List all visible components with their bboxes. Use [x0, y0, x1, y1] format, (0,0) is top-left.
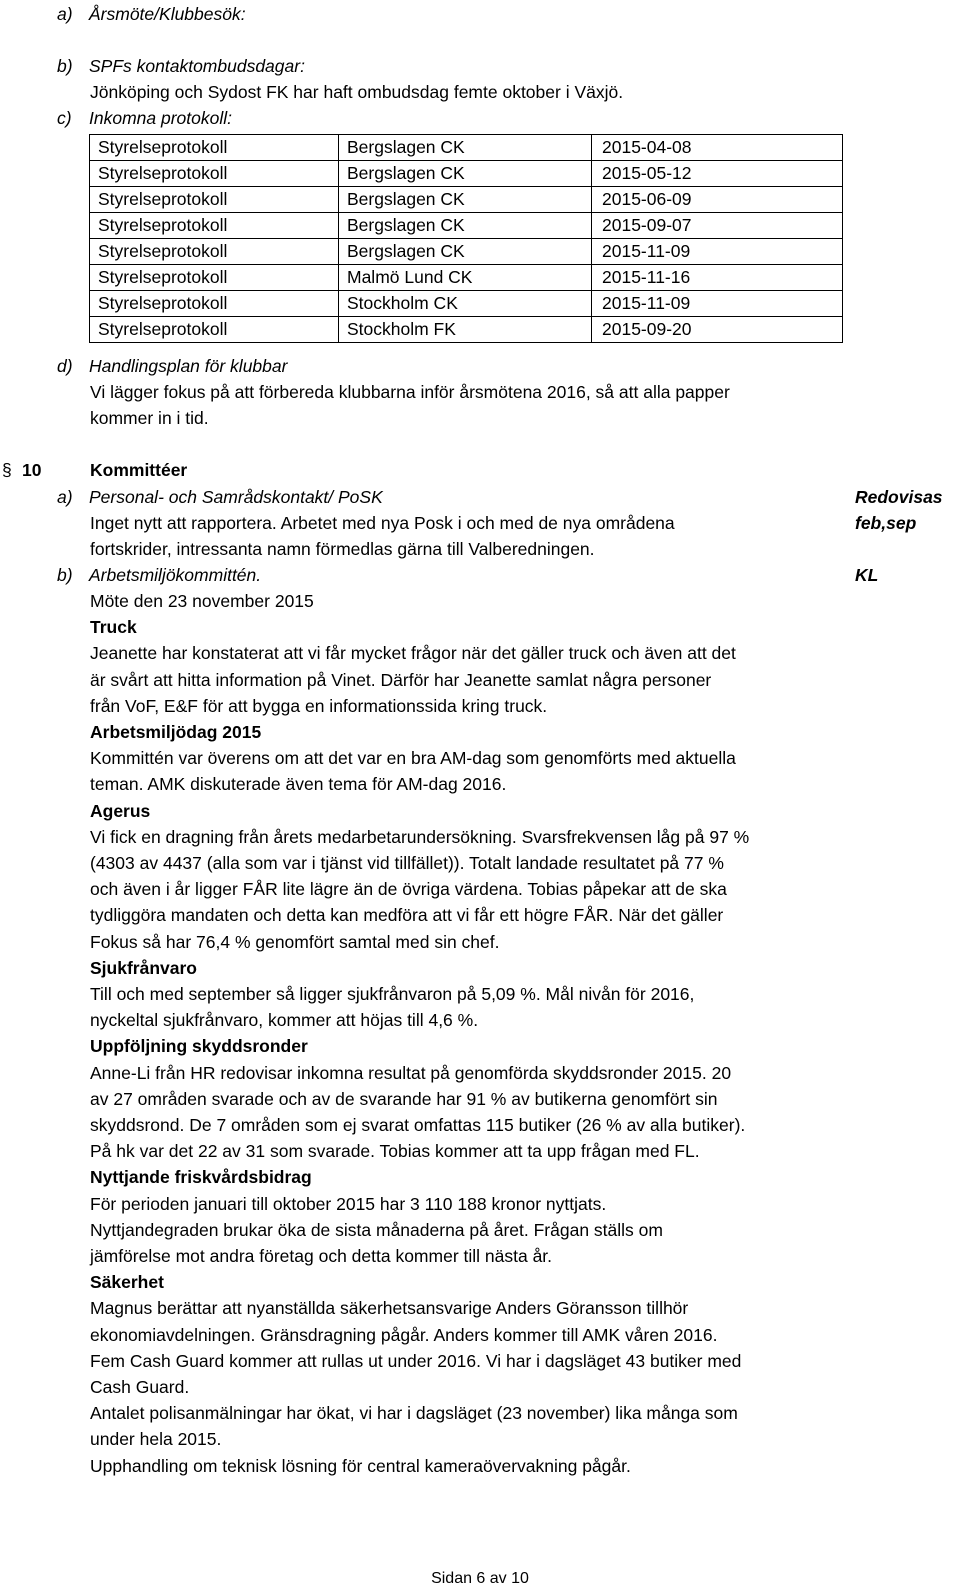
protocol-row: [90, 291, 843, 317]
page-footer: Sidan 6 av 10: [431, 1570, 529, 1587]
item-10b: [57, 565, 262, 586]
item-a-text: Årsmöte/Klubbesök:: [89, 4, 246, 24]
subheading: Sjukfrånvaro: [90, 958, 197, 978]
protocol-row: [90, 161, 843, 187]
protocol-date: 2015-11-09: [592, 239, 843, 265]
protocol-row: [90, 239, 843, 265]
body-line: nyckeltal sjukfrånvaro, kommer att höjas till 4,6 %.: [90, 1010, 479, 1030]
item-10b-label: b): [57, 565, 73, 585]
body-line: teman. AMK diskuterade även tema för AM-dag 2016.: [90, 774, 507, 794]
protocol-type: Styrelseprotokoll: [90, 187, 339, 213]
protocol-row: [90, 265, 843, 291]
body-line: Nyttjandegraden brukar öka de sista månaderna på året. Frågan ställs om: [90, 1220, 663, 1240]
section-number: 10: [22, 460, 42, 480]
body-line: jämförelse mot andra företag och detta kommer till nästa år.: [90, 1246, 553, 1266]
subheading: Agerus: [90, 801, 151, 821]
subheading: Truck: [90, 617, 137, 637]
item-10b-text: Arbetsmiljökommittén.: [89, 565, 262, 585]
protocol-date: 2015-05-12: [592, 161, 843, 187]
protocol-date: 2015-09-07: [592, 213, 843, 239]
body-line: skyddsrond. De 7 områden som ej svarat omfattas 115 butiker (26 % av alla butiker).: [90, 1115, 746, 1135]
side-note-feb-sep: feb,sep: [855, 513, 917, 533]
body-line: (4303 av 4437 (alla som var i tjänst vid tillfället)). Totalt landade resultatet på 77 %: [90, 853, 724, 873]
side-note-redovisas: Redovisas: [855, 487, 943, 507]
protocol-date: 2015-06-09: [592, 187, 843, 213]
protocol-date: 2015-09-20: [592, 317, 843, 343]
subheading: Nyttjande friskvårdsbidrag: [90, 1167, 312, 1187]
item-d-text: Handlingsplan för klubbar: [89, 356, 288, 376]
body-line: från VoF, E&F för att bygga en informationssida kring truck.: [90, 696, 548, 716]
subheading: Säkerhet: [90, 1272, 164, 1292]
protocol-club: Bergslagen CK: [339, 239, 592, 265]
item-b-text: SPFs kontaktombudsdagar:: [89, 56, 305, 76]
protocol-date: 2015-11-09: [592, 291, 843, 317]
item-d-label: d): [57, 356, 73, 376]
item-d-body-2: kommer in i tid.: [90, 408, 209, 428]
protocol-type: Styrelseprotokoll: [90, 265, 339, 291]
item-b-body: Jönköping och Sydost FK har haft ombudsdag femte oktober i Växjö.: [90, 82, 624, 102]
protocol-club: Bergslagen CK: [339, 161, 592, 187]
protocol-club: Bergslagen CK: [339, 213, 592, 239]
protocol-row: [90, 213, 843, 239]
protocol-type: Styrelseprotokoll: [90, 317, 339, 343]
protocol-club: Stockholm FK: [339, 317, 592, 343]
protocol-club: Bergslagen CK: [339, 135, 592, 161]
body-line: Jeanette har konstaterat att vi får mycket frågor när det gäller truck och även att det: [90, 643, 736, 663]
body-line: ekonomiavdelningen. Gränsdragning pågår. Anders kommer till AMK våren 2016.: [90, 1325, 718, 1345]
protocol-club: Stockholm CK: [339, 291, 592, 317]
protocol-date: 2015-11-16: [592, 265, 843, 291]
protocol-row: [90, 317, 843, 343]
protocol-type: Styrelseprotokoll: [90, 291, 339, 317]
subheading: Uppföljning skyddsronder: [90, 1036, 308, 1056]
side-note-kl: KL: [855, 565, 879, 585]
body-line: Upphandling om teknisk lösning för central kameraövervakning pågår.: [90, 1456, 631, 1476]
item-10a-label: a): [57, 487, 73, 507]
item-10a: [57, 487, 383, 508]
body-line: Cash Guard.: [90, 1377, 190, 1397]
protocol-row: [90, 187, 843, 213]
body-line: under hela 2015.: [90, 1429, 222, 1449]
item-10a-text: Personal- och Samrådskontakt/ PoSK: [89, 487, 383, 507]
item-10a-body-1: Inget nytt att rapportera. Arbetet med nya Posk i och med de nya områdena: [90, 513, 675, 533]
body-line: är svårt att hitta information på Vinet. Därför har Jeanette samlat några personer: [90, 670, 712, 690]
item-c: [57, 108, 232, 129]
item-10a-body-2: fortskrider, intressanta namn förmedlas gärna till Valberedningen.: [90, 539, 595, 559]
body-line: Anne-Li från HR redovisar inkomna resultat på genomförda skyddsronder 2015. 20: [90, 1063, 732, 1083]
protocol-club: Bergslagen CK: [339, 187, 592, 213]
item-c-label: c): [57, 108, 72, 128]
body-line: Till och med september så ligger sjukfrånvaron på 5,09 %. Mål nivån för 2016,: [90, 984, 695, 1004]
protocol-row: [90, 135, 843, 161]
subheading: Arbetsmiljödag 2015: [90, 722, 262, 742]
item-c-text: Inkomna protokoll:: [89, 108, 232, 128]
body-line: av 27 områden svarade och av de svarande har 91 % av butikerna genomfört sin: [90, 1089, 718, 1109]
section-title: Kommittéer: [90, 460, 188, 480]
body-line: Magnus berättar att nyanställda säkerhetsansvarige Anders Göransson tillhör: [90, 1298, 689, 1318]
protocol-type: Styrelseprotokoll: [90, 161, 339, 187]
protocol-club: Malmö Lund CK: [339, 265, 592, 291]
item-b: [57, 56, 305, 77]
item-b-label: b): [57, 56, 73, 76]
body-line: Kommittén var överens om att det var en bra AM-dag som genomförts med aktuella: [90, 748, 736, 768]
body-line: För perioden januari till oktober 2015 har 3 110 188 kronor nyttjats.: [90, 1194, 607, 1214]
protocols-table: [89, 134, 843, 343]
body-line: och även i år ligger FÅR lite lägre än de övriga värdena. Tobias påpekar att de ska: [90, 879, 727, 899]
protocol-date: 2015-04-08: [592, 135, 843, 161]
body-line: Antalet polisanmälningar har ökat, vi har i dagsläget (23 november) lika många som: [90, 1403, 738, 1423]
protocol-type: Styrelseprotokoll: [90, 213, 339, 239]
item-d: [57, 356, 288, 377]
body-line: tydliggöra mandaten och detta kan medföra att vi får ett högre FÅR. När det gäller: [90, 905, 724, 925]
body-line: På hk var det 22 av 31 som svarade. Tobias kommer att ta upp frågan med FL.: [90, 1141, 700, 1161]
body-line: Fem Cash Guard kommer att rullas ut under 2016. Vi har i dagsläget 43 butiker med: [90, 1351, 742, 1371]
protocol-type: Styrelseprotokoll: [90, 239, 339, 265]
body-line: Fokus så har 76,4 % genomfört samtal med sin chef.: [90, 932, 500, 952]
section-symbol: §: [2, 460, 12, 480]
protocol-type: Styrelseprotokoll: [90, 135, 339, 161]
item-d-body-1: Vi lägger fokus på att förbereda klubbarna inför årsmötena 2016, så att alla papper: [90, 382, 730, 402]
item-a: [57, 4, 246, 25]
body-line: Möte den 23 november 2015: [90, 591, 314, 611]
item-a-label: a): [57, 4, 73, 24]
body-line: Vi fick en dragning från årets medarbetarundersökning. Svarsfrekvensen låg på 97 %: [90, 827, 750, 847]
